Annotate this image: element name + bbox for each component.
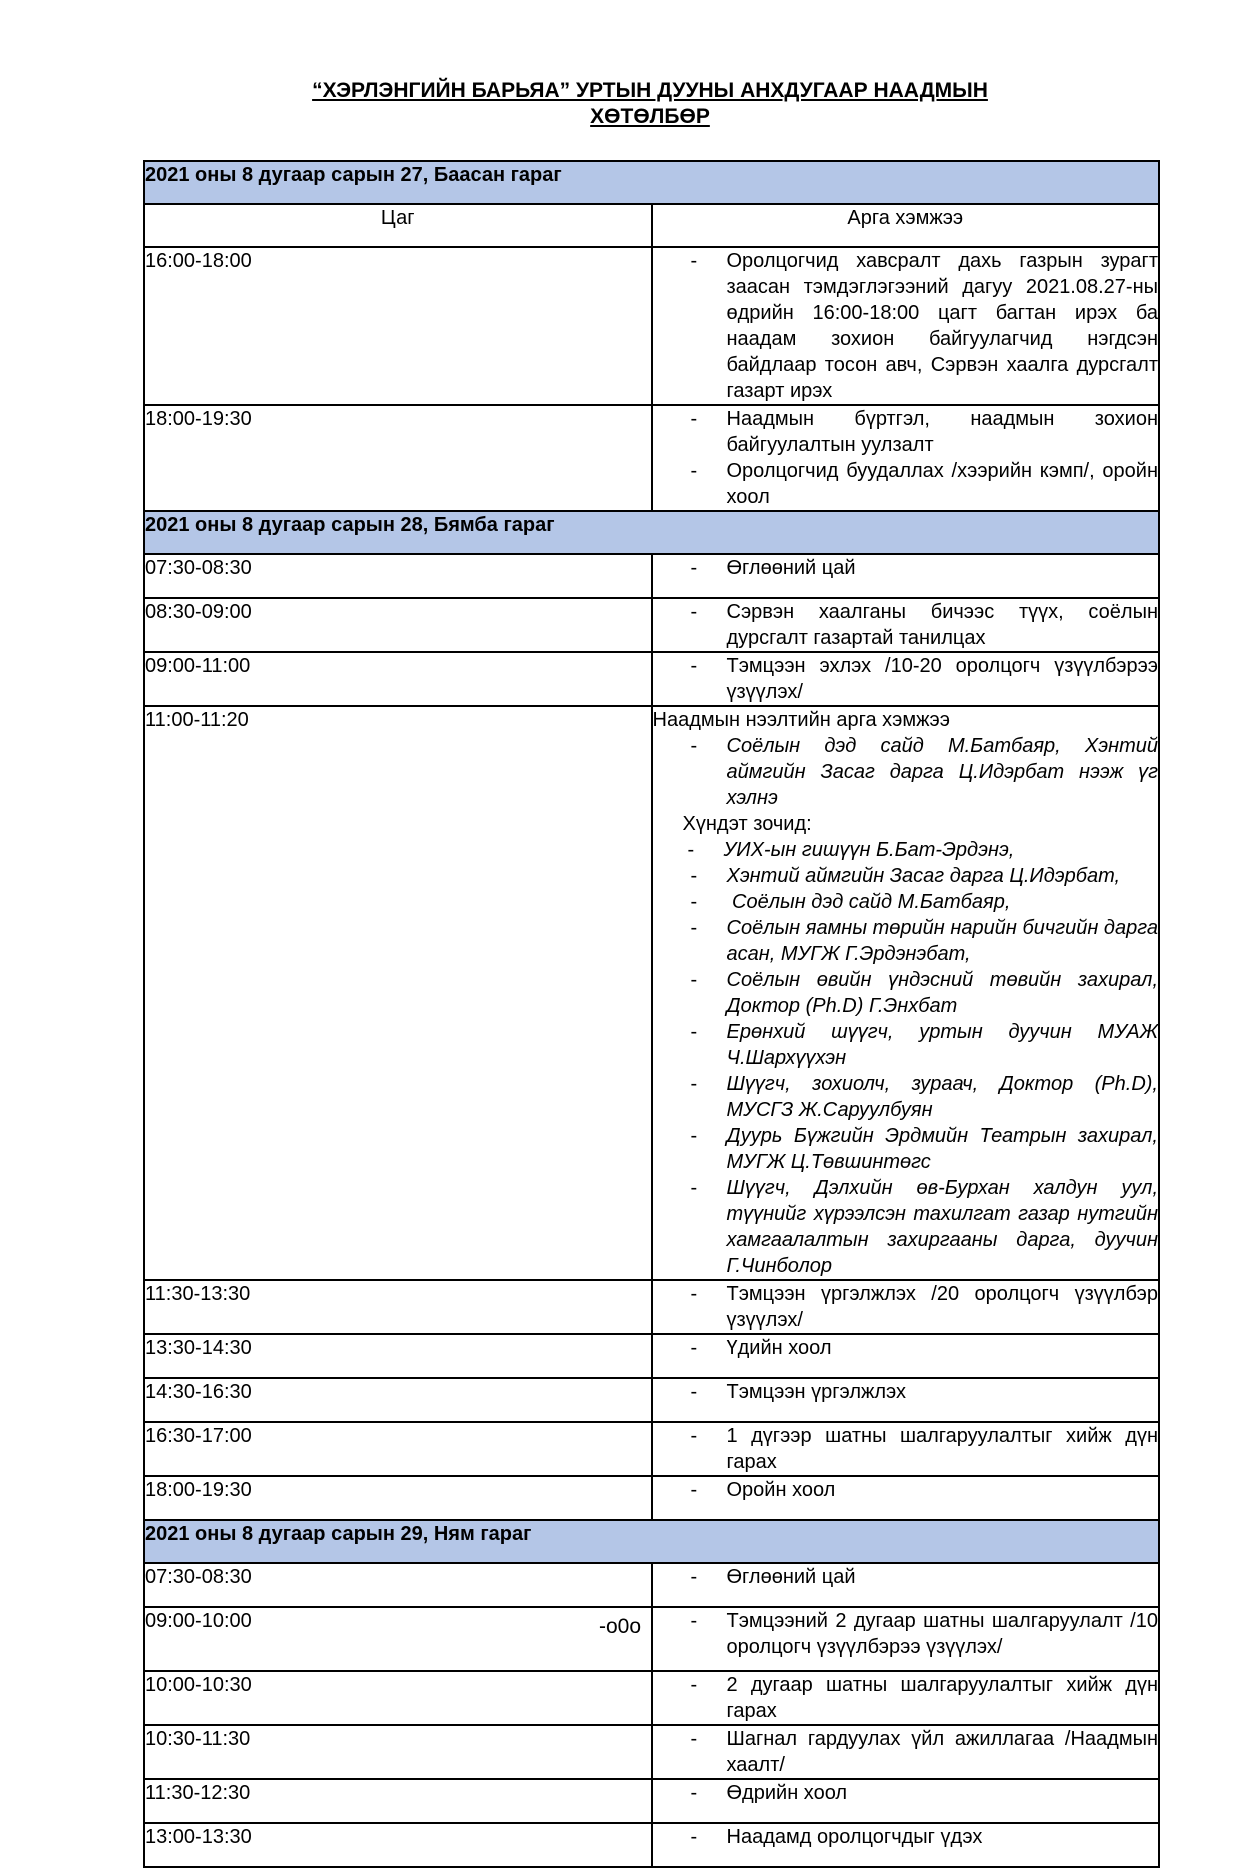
activity-text: Тэмцээний 2 дугаар шатны шалгаруулалт /10 оролцогч үзүүлбэрээ үзүүлэх/ [726,1610,1158,1658]
time-cell: 07:30-08:30 [144,554,652,598]
table-row [144,1422,1159,1476]
activity-cell [652,1378,1160,1422]
table-row [144,554,1159,598]
table-row [144,706,1159,1280]
time-cell: 13:30-14:30 [144,1334,652,1378]
bullet-dash: - [690,1381,698,1403]
guest-item: Хэнтий аймгийн Засаг дарга Ц.Идэрбат, [726,865,1121,887]
activity-cell [652,1280,1160,1334]
bullet-dash: - [690,250,698,272]
bullet-dash: - [690,1728,698,1750]
table-row [144,598,1159,652]
bullet-dash: - [690,1674,698,1696]
table-row [144,1476,1159,1520]
activity-cell [652,1563,1160,1607]
guest-item: Дуурь Бүжгийн Эрдмийн Театрын захирал, МУГЖ Ц.Төвшинтөгс [726,1125,1158,1173]
opening-heading: Наадмын нээлтийн арга хэмжээ [652,709,950,731]
bullet-dash: - [690,1125,698,1147]
guest-item: Ерөнхий шүүгч, уртын дуучин МУАЖ Ч.Шархүүхэн [726,1021,1158,1069]
time-cell: 18:00-19:30 [144,405,652,511]
activity-cell [652,1476,1160,1520]
activity-cell [652,405,1160,511]
day-header-2: 2021 оны 8 дугаар сарын 28, Бямба гараг [144,511,1159,554]
activity-cell [652,1671,1160,1725]
activity-text: 1 дүгээр шатны шалгаруулалтыг хийж дүн гарах [726,1425,1158,1473]
bullet-dash: - [690,1610,698,1632]
time-cell: 10:30-11:30 [144,1725,652,1779]
guest-item: Соёлын дэд сайд М.Батбаяр, [726,891,1011,913]
bullet-dash: - [690,1425,698,1447]
guest-item: Шүүгч, зохиолч, зураач, Доктор (Ph.D), МУСГЗ Ж.Саруулбуян [726,1073,1158,1121]
activity-text: Өглөөний цай [726,557,856,579]
activity-cell [652,1334,1160,1378]
bullet-dash: - [690,601,698,623]
time-cell: 16:00-18:00 [144,247,652,405]
activity-text: Наадамд оролцогчдыг үдэх [726,1826,983,1848]
activity-cell [652,652,1160,706]
time-cell: 11:00-11:20 [144,706,652,1280]
bullet-dash: - [690,865,698,887]
time-cell: 09:00-10:00 [144,1607,652,1671]
bullet-dash: - [690,891,698,913]
activity-cell [652,1823,1160,1867]
day-row [144,1520,1159,1563]
activity-text: 2 дугаар шатны шалгаруулалтыг хийж дүн гарах [726,1674,1158,1722]
activity-cell [652,1422,1160,1476]
bullet-dash: - [690,1337,698,1359]
guest-item: Соёлын яамны төрийн нарийн бичгийн дарга асан, МУГЖ Г.Эрдэнэбат, [726,917,1158,965]
bullet-dash: - [690,1826,698,1848]
activity-text: Тэмцээн үргэлжлэх [726,1381,907,1403]
activity-text: Сэрвэн хаалганы бичээс түүх, соёлын дурсгалт газартай танилцах [726,601,1158,649]
column-header-row [144,204,1159,247]
bullet-dash: - [690,557,698,579]
bullet-dash: - [687,839,695,861]
table-row [144,405,1159,511]
guests-label: Хүндэт зочид: [682,813,812,835]
activity-text: Наадмын бүртгэл, наадмын зохион байгуулалтын уулзалт [726,408,1158,456]
table-row [144,1725,1159,1779]
activity-text: Оролцогчид хавсралт дахь газрын зурагт заасан тэмдэглэгээний дагуу 2021.08.27-ны өдрийн 16:00-18:00 цагт багтан ирэх ба наадам зохион байгуулагчид нэгдсэн байдлаар тосон авч, Сэрвэн хаалга дурсгалт газарт ирэх [726,250,1158,402]
page-end-mark: -o0o [598,1615,642,1638]
title-line-1: “ХЭРЛЭНГИЙН БАРЬЯА” УРТЫН ДУУНЫ АНХДУГААР НААДМЫН [312,79,988,102]
activity-text: Оройн хоол [726,1479,836,1501]
bullet-dash: - [690,735,698,757]
guest-item: Соёлын өвийн үндэсний төвийн захирал, Доктор (Ph.D) Г.Энхбат [726,969,1158,1017]
activity-text: Оролцогчид буудаллах /хээрийн кэмп/, оройн хоол [726,460,1158,508]
guest-item: УИХ-ын гишүүн Б.Бат-Эрдэнэ, [723,839,1015,861]
activity-text: Өдрийн хоол [726,1782,848,1804]
bullet-dash: - [690,1073,698,1095]
time-cell: 07:30-08:30 [144,1563,652,1607]
activity-cell [652,554,1160,598]
activity-text: Тэмцээн үргэлжлэх /20 оролцогч үзүүлбэр үзүүлэх/ [726,1283,1158,1331]
table-row [144,1378,1159,1422]
title-line-2: ХӨТӨЛБӨР [590,105,710,128]
activity-cell [652,1725,1160,1779]
day-header-1: 2021 оны 8 дугаар сарын 27, Баасан гараг [144,161,1159,204]
bullet-dash: - [690,655,698,677]
bullet-dash: - [690,917,698,939]
table-row [144,1563,1159,1607]
bullet-dash: - [690,1479,698,1501]
guest-item: Шүүгч, Дэлхийн өв-Бурхан халдун уул, түүнийг хүрээлсэн тахилгат газар нутгийн хамгаалалтын захиргааны дарга, дуучин Г.Чинболор [726,1177,1158,1277]
activity-cell [652,706,1160,1280]
table-row [144,1823,1159,1867]
time-cell: 10:00-10:30 [144,1671,652,1725]
bullet-dash: - [690,460,698,482]
activity-cell [652,1779,1160,1823]
table-row [144,1334,1159,1378]
table-row [144,1280,1159,1334]
table-row [144,247,1159,405]
bullet-dash: - [690,1782,698,1804]
time-cell: 08:30-09:00 [144,598,652,652]
activity-text: Өглөөний цай [726,1566,856,1588]
column-header-activity: Арга хэмжээ [652,204,1160,247]
bullet-dash: - [690,969,698,991]
bullet-dash: - [690,1283,698,1305]
time-cell: 13:00-13:30 [144,1823,652,1867]
day-row [144,161,1159,204]
activity-text: Шагнал гардуулах үйл ажиллагаа /Наадмын хаалт/ [726,1728,1158,1776]
day-header-3: 2021 оны 8 дугаар сарын 29, Ням гараг [144,1520,1159,1563]
activity-text: Тэмцээн эхлэх /10-20 оролцогч үзүүлбэрээ үзүүлэх/ [726,655,1158,703]
time-cell: 09:00-11:00 [144,652,652,706]
table-row [144,652,1159,706]
bullet-dash: - [690,1021,698,1043]
time-cell: 18:00-19:30 [144,1476,652,1520]
time-cell: 14:30-16:30 [144,1378,652,1422]
bullet-dash: - [690,408,698,430]
bullet-dash: - [690,1177,698,1199]
bullet-dash: - [690,1566,698,1588]
column-header-time: Цаг [144,204,652,247]
activity-cell [652,598,1160,652]
day-row [144,511,1159,554]
page-title [0,78,1240,130]
program-table [143,160,1160,1868]
opening-speech: Соёлын дэд сайд М.Батбаяр, Хэнтий аймгийн Засаг дарга Ц.Идэрбат нээж үг хэлнэ [726,735,1158,809]
table-row [144,1671,1159,1725]
table-row [144,1779,1159,1823]
time-cell: 11:30-12:30 [144,1779,652,1823]
time-cell: 16:30-17:00 [144,1422,652,1476]
time-cell: 11:30-13:30 [144,1280,652,1334]
activity-cell [652,247,1160,405]
activity-text: Үдийн хоол [726,1337,832,1359]
